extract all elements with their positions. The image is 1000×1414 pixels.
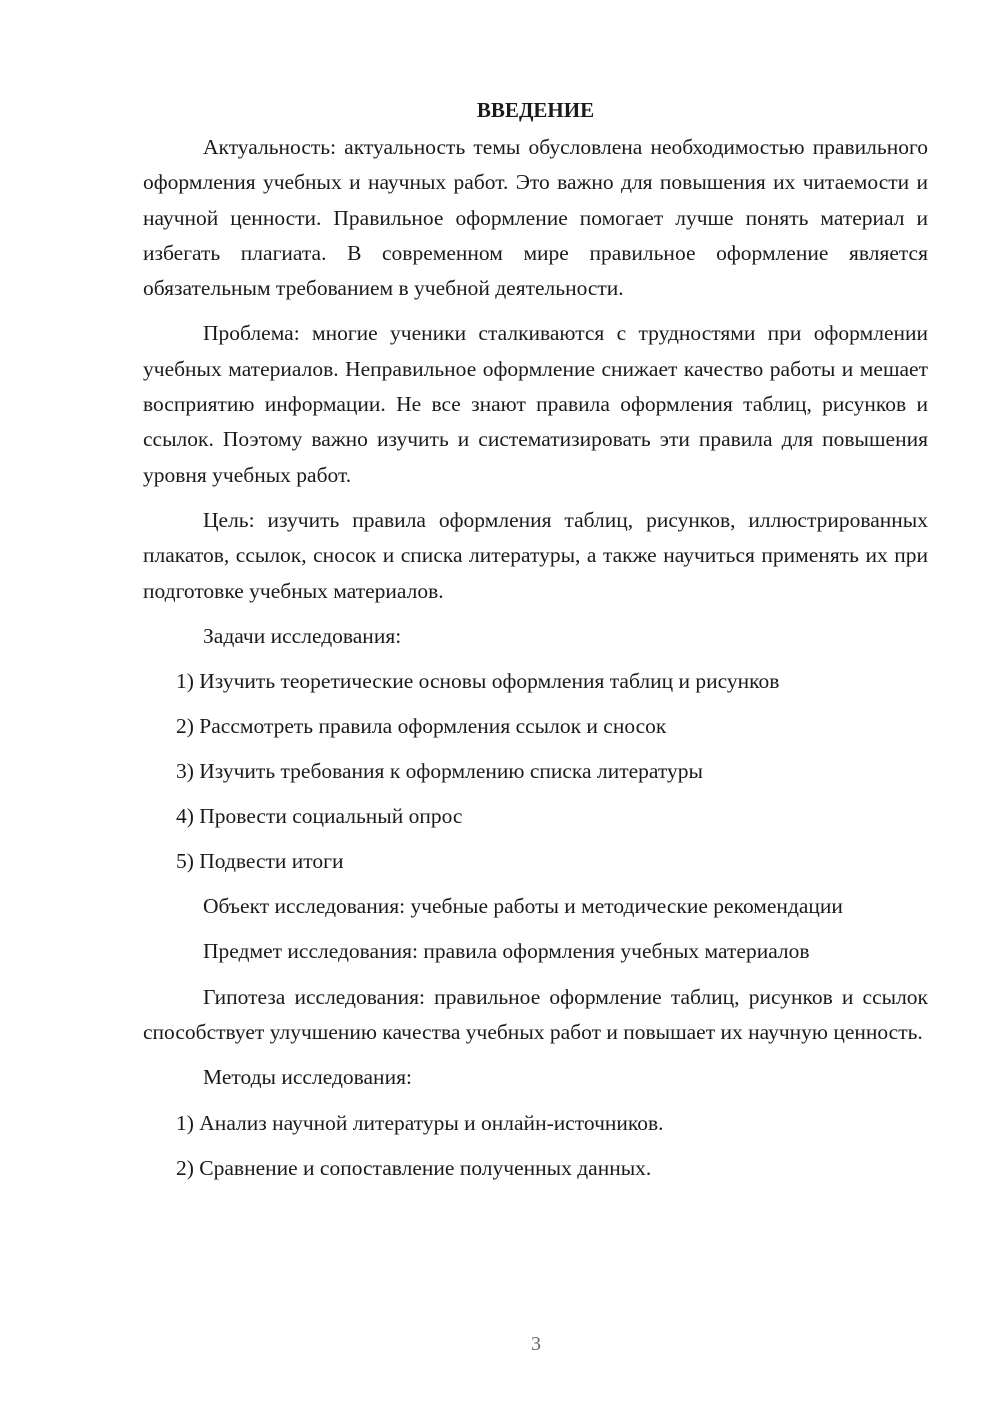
list-item: 1) Анализ научной литературы и онлайн-источников. [176, 1110, 664, 1135]
relevance-paragraph: Актуальность: актуальность темы обусловлена необходимостью правильного оформления учебных и научных работ. Это важно для повышения их читаемости и научной ценности. Правильное оформление помогает лучше понять материал и избегать плагиата. В современном мире правильное оформление является обязательным требованием в учебной деятельности. [143, 135, 928, 301]
tasks-title: Задачи исследования: [203, 623, 402, 648]
problem-paragraph: Проблема: многие ученики сталкиваются с трудностями при оформлении учебных материалов. Неправильное оформление снижает качество работы и мешает восприятию информации. Не все знают правила оформления таблиц, рисунков и ссылок. Поэтому важно изучить и систематизировать эти правила для повышения уровня учебных работ. [143, 321, 928, 487]
list-item: 4) Провести социальный опрос [176, 804, 463, 829]
page-number: 3 [531, 1333, 541, 1355]
list-item: 5) Подвести итоги [176, 849, 344, 874]
object-paragraph: Объект исследования: учебные работы и методические рекомендации [203, 894, 843, 919]
methods-title: Методы исследования: [203, 1065, 412, 1090]
subject-paragraph: Предмет исследования: правила оформления учебных материалов [203, 939, 810, 964]
list-item: 2) Сравнение и сопоставление полученных данных. [176, 1155, 652, 1180]
document-page [143, 92, 928, 1196]
goal-paragraph: Цель: изучить правила оформления таблиц, рисунков, иллюстрированных плакатов, ссылок, сносок и списка литературы, а также научиться применять их при подготовке учебных материалов. [143, 507, 928, 603]
section-heading: ВВЕДЕНИЕ [476, 98, 595, 122]
hypothesis-paragraph: Гипотеза исследования: правильное оформление таблиц, рисунков и ссылок способствует улучшению качества учебных работ и повышает их научную ценность. [143, 984, 928, 1045]
list-item: 1) Изучить теоретические основы оформления таблиц и рисунков [176, 669, 780, 694]
list-item: 3) Изучить требования к оформлению списка литературы [176, 759, 703, 784]
list-item: 2) Рассмотреть правила оформления ссылок и сносок [176, 714, 667, 739]
